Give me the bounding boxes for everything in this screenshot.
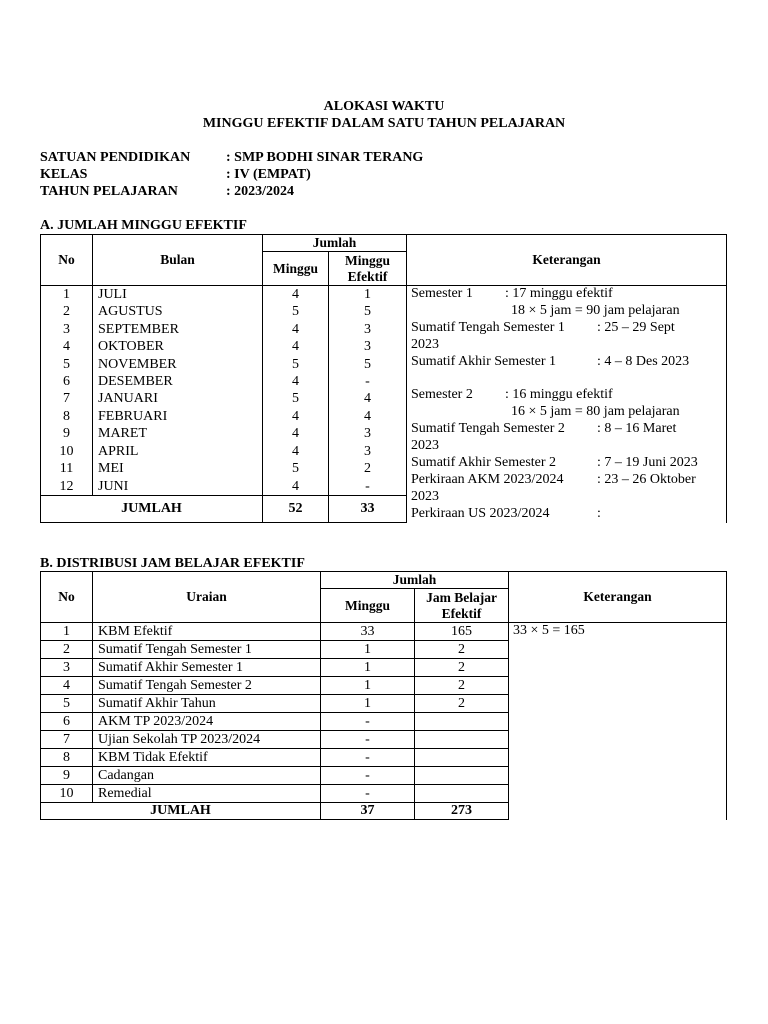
header-minggu-efektif-line2: Efektif <box>347 268 388 284</box>
keterangan-line <box>411 506 726 523</box>
cell-jam <box>415 767 509 785</box>
cell-minggu: 1 <box>321 677 415 695</box>
cell-uraian: Sumatif Tengah Semester 2 <box>93 677 321 695</box>
section-a-title: A. JUMLAH MINGGU EFEKTIF <box>40 218 247 233</box>
cell-uraian: Sumatif Akhir Tahun <box>93 695 321 713</box>
keterangan-value: : 7 – 19 Juni 2023 <box>597 455 698 471</box>
cell-no: 8 <box>41 749 93 767</box>
keterangan-line <box>411 320 726 337</box>
document-title: ALOKASI WAKTU <box>323 99 445 114</box>
header-no: No <box>41 235 93 286</box>
keterangan-line <box>513 623 726 640</box>
cell-uraian: KBM Tidak Efektif <box>93 749 321 767</box>
cell-uraian: Sumatif Tengah Semester 1 <box>93 641 321 659</box>
cell-efektif: 5 <box>329 356 407 373</box>
cell-uraian: Ujian Sekolah TP 2023/2024 <box>93 731 321 749</box>
keterangan-line <box>411 286 726 303</box>
keterangan-text: 2023 <box>411 438 440 454</box>
cell-no: 7 <box>41 731 93 749</box>
cell-no: 4 <box>41 338 93 355</box>
cell-uraian: KBM Efektif <box>93 623 321 641</box>
keterangan-line <box>411 472 726 489</box>
keterangan-text: 2023 <box>411 336 440 352</box>
info-label: TAHUN PELAJARAN <box>40 184 178 199</box>
header-minggu: Minggu <box>321 589 415 623</box>
keterangan-line <box>411 303 726 320</box>
cell-jam <box>415 731 509 749</box>
cell-minggu: 4 <box>263 321 329 338</box>
info-value: : 2023/2024 <box>226 184 295 199</box>
cell-bulan: JANUARI <box>93 391 263 408</box>
cell-efektif: 3 <box>329 321 407 338</box>
cell-minggu: - <box>321 767 415 785</box>
total-jam: 273 <box>415 803 509 820</box>
cell-jam <box>415 749 509 767</box>
total-efektif: 33 <box>329 496 407 523</box>
keterangan-line <box>411 337 726 354</box>
keterangan-value: : 23 – 26 Oktober <box>597 471 696 487</box>
cell-minggu: 4 <box>263 408 329 425</box>
cell-bulan: NOVEMBER <box>93 356 263 373</box>
cell-uraian: Sumatif Akhir Semester 1 <box>93 659 321 677</box>
cell-efektif: 3 <box>329 443 407 460</box>
cell-no: 2 <box>41 303 93 320</box>
keterangan-text: 33 × 5 = 165 <box>513 623 585 638</box>
keterangan-label: Sumatif Akhir Semester 1 <box>411 353 557 369</box>
keterangan-label: Sumatif Akhir Semester 2 <box>411 455 557 471</box>
cell-efektif: 4 <box>329 408 407 425</box>
table-jam-belajar <box>40 571 727 820</box>
cell-efektif: - <box>329 478 407 496</box>
cell-minggu: 1 <box>321 659 415 677</box>
table-minggu-efektif <box>40 234 727 523</box>
cell-no: 4 <box>41 677 93 695</box>
cell-bulan: MARET <box>93 426 263 443</box>
cell-jam: 2 <box>415 695 509 713</box>
cell-efektif: 4 <box>329 391 407 408</box>
cell-keterangan <box>407 286 727 523</box>
header-jam-line2: Efektif <box>441 605 482 621</box>
cell-no: 1 <box>41 623 93 641</box>
cell-no: 9 <box>41 767 93 785</box>
keterangan-value: : <box>597 505 601 521</box>
total-label: JUMLAH <box>41 803 321 820</box>
total-minggu: 52 <box>263 496 329 523</box>
cell-minggu: - <box>321 731 415 749</box>
cell-no: 12 <box>41 478 93 496</box>
cell-minggu: 5 <box>263 461 329 478</box>
keterangan-label: Perkiraan AKM 2023/2024 <box>411 471 564 487</box>
cell-minggu: 4 <box>263 443 329 460</box>
cell-efektif: 5 <box>329 303 407 320</box>
cell-no: 1 <box>41 286 93 304</box>
keterangan-text: 2023 <box>411 488 440 504</box>
cell-no: 10 <box>41 443 93 460</box>
cell-uraian: Cadangan <box>93 767 321 785</box>
keterangan-line <box>411 438 726 455</box>
header-uraian: Uraian <box>93 572 321 623</box>
keterangan-value: : 4 – 8 Des 2023 <box>597 353 690 369</box>
cell-bulan: JUNI <box>93 478 263 496</box>
cell-bulan: OKTOBER <box>93 338 263 355</box>
cell-bulan: APRIL <box>93 443 263 460</box>
cell-no: 3 <box>41 321 93 338</box>
cell-minggu: 4 <box>263 286 329 304</box>
cell-no: 11 <box>41 461 93 478</box>
keterangan-line <box>411 489 726 506</box>
info-label: KELAS <box>40 167 88 182</box>
keterangan-line <box>411 387 726 404</box>
keterangan-line <box>411 455 726 472</box>
header-minggu-efektif-line1: Minggu <box>345 252 391 268</box>
cell-bulan: AGUSTUS <box>93 303 263 320</box>
cell-bulan: JULI <box>93 286 263 304</box>
cell-no: 7 <box>41 391 93 408</box>
cell-no: 6 <box>41 373 93 390</box>
header-keterangan: Keterangan <box>407 235 727 286</box>
cell-jam: 2 <box>415 641 509 659</box>
cell-efektif: 3 <box>329 426 407 443</box>
cell-minggu: 4 <box>263 426 329 443</box>
cell-uraian: AKM TP 2023/2024 <box>93 713 321 731</box>
cell-bulan: DESEMBER <box>93 373 263 390</box>
keterangan-text: 16 × 5 jam = 80 jam pelajaran <box>511 404 680 420</box>
section-b-title: B. DISTRIBUSI JAM BELAJAR EFEKTIF <box>40 556 305 571</box>
info-value: : SMP BODHI SINAR TERANG <box>226 150 424 165</box>
header-jam-line1: Jam Belajar <box>426 589 497 605</box>
header-bulan: Bulan <box>93 235 263 286</box>
keterangan-line <box>411 421 726 438</box>
cell-jam: 2 <box>415 677 509 695</box>
cell-no: 9 <box>41 426 93 443</box>
cell-uraian: Remedial <box>93 785 321 803</box>
header-keterangan: Keterangan <box>509 572 727 623</box>
cell-bulan: MEI <box>93 461 263 478</box>
keterangan-label: Perkiraan US 2023/2024 <box>411 505 550 521</box>
cell-keterangan <box>509 623 727 820</box>
cell-no: 10 <box>41 785 93 803</box>
cell-minggu: 4 <box>263 338 329 355</box>
keterangan-value: : 16 minggu efektif <box>505 387 613 403</box>
info-satuan <box>40 149 423 166</box>
cell-no: 5 <box>41 695 93 713</box>
cell-minggu: 1 <box>321 641 415 659</box>
table-row <box>41 623 727 641</box>
keterangan-value: : 8 – 16 Maret <box>597 421 677 437</box>
cell-bulan: SEPTEMBER <box>93 321 263 338</box>
keterangan-value: : 17 minggu efektif <box>505 286 613 301</box>
cell-jam <box>415 713 509 731</box>
keterangan-label: Sumatif Tengah Semester 2 <box>411 421 565 437</box>
cell-no: 3 <box>41 659 93 677</box>
cell-minggu: - <box>321 713 415 731</box>
cell-jam: 2 <box>415 659 509 677</box>
info-value: : IV (EMPAT) <box>226 167 311 182</box>
keterangan-label: Semester 2 <box>411 387 473 403</box>
cell-efektif: 2 <box>329 461 407 478</box>
cell-efektif: 3 <box>329 338 407 355</box>
document-subtitle: MINGGU EFEKTIF DALAM SATU TAHUN PELAJARAN <box>202 116 566 131</box>
cell-minggu: 33 <box>321 623 415 641</box>
header-jumlah: Jumlah <box>321 572 509 589</box>
keterangan-label: Sumatif Tengah Semester 1 <box>411 319 565 335</box>
total-minggu: 37 <box>321 803 415 820</box>
cell-no: 6 <box>41 713 93 731</box>
keterangan-text: 18 × 5 jam = 90 jam pelajaran <box>511 302 680 318</box>
cell-no: 2 <box>41 641 93 659</box>
keterangan-line <box>411 354 726 371</box>
cell-minggu: - <box>321 785 415 803</box>
keterangan-label: Semester 1 <box>411 286 473 301</box>
cell-efektif: - <box>329 373 407 390</box>
cell-minggu: - <box>321 749 415 767</box>
header-minggu: Minggu <box>263 252 329 286</box>
cell-minggu: 4 <box>263 373 329 390</box>
cell-minggu: 5 <box>263 356 329 373</box>
info-kelas <box>40 166 311 183</box>
header-no: No <box>41 572 93 623</box>
cell-bulan: FEBRUARI <box>93 408 263 425</box>
cell-jam <box>415 785 509 803</box>
info-label: SATUAN PENDIDIKAN <box>40 150 191 165</box>
header-jumlah: Jumlah <box>263 235 407 252</box>
cell-no: 8 <box>41 408 93 425</box>
cell-minggu: 4 <box>263 478 329 496</box>
info-tahun <box>40 183 294 200</box>
keterangan-line <box>411 371 726 388</box>
keterangan-line <box>411 404 726 421</box>
cell-jam: 165 <box>415 623 509 641</box>
header-jam-belajar <box>415 589 509 623</box>
total-label: JUMLAH <box>41 496 263 523</box>
cell-minggu: 1 <box>321 695 415 713</box>
cell-minggu: 5 <box>263 303 329 320</box>
keterangan-value: : 25 – 29 Sept <box>597 319 675 335</box>
table-row <box>41 286 727 304</box>
cell-minggu: 5 <box>263 391 329 408</box>
cell-efektif: 1 <box>329 286 407 304</box>
header-minggu-efektif <box>329 252 407 286</box>
cell-no: 5 <box>41 356 93 373</box>
